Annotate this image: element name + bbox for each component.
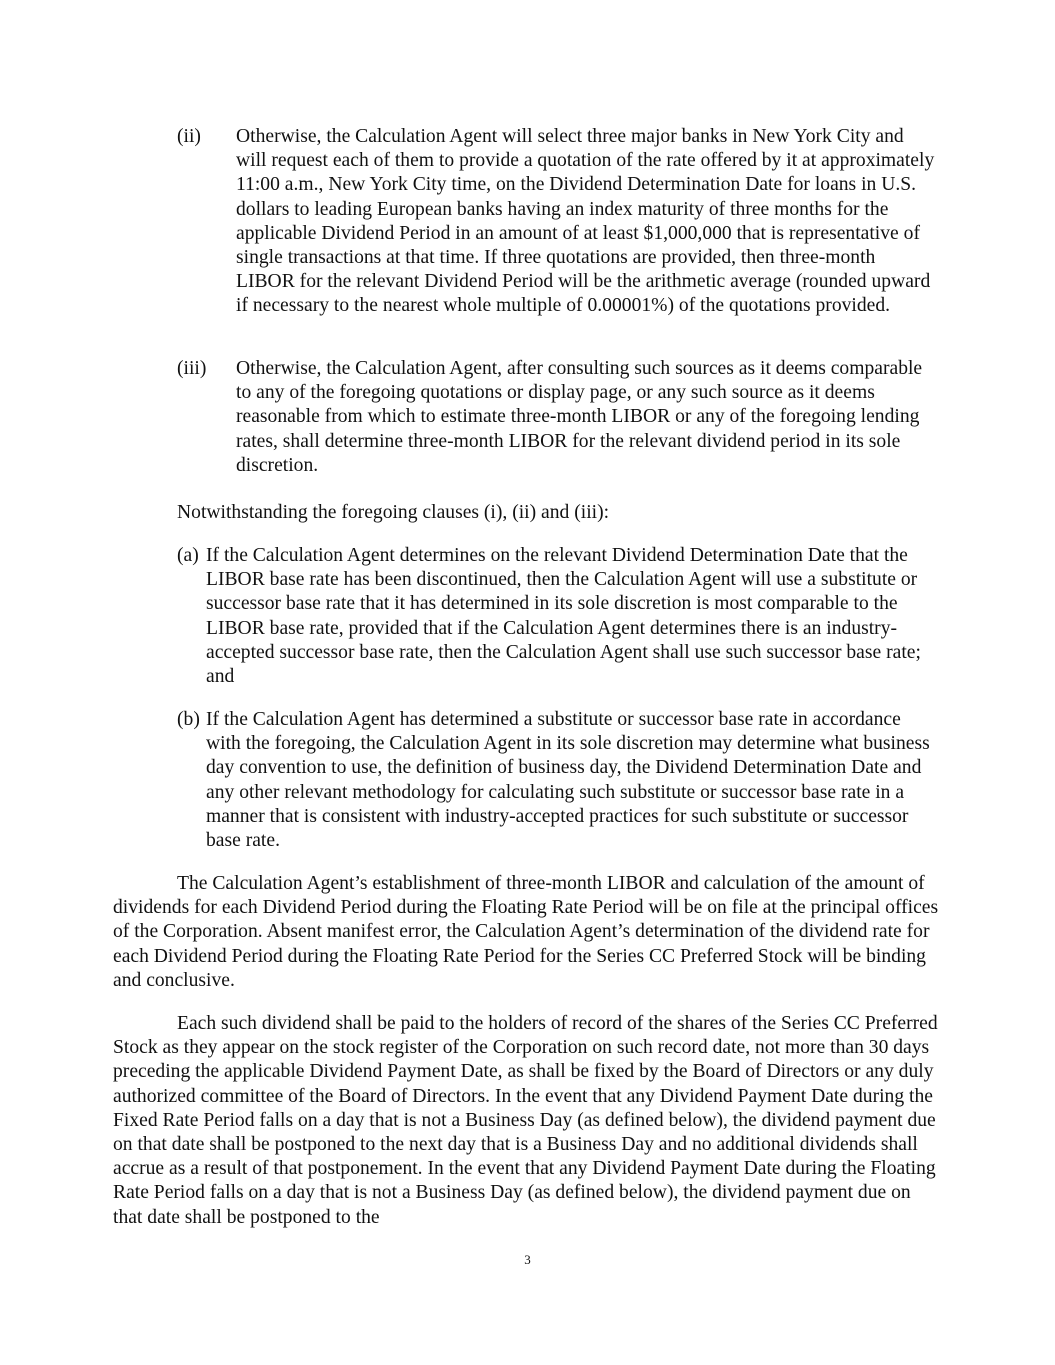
notwithstanding-line: Notwithstanding the foregoing clauses (i), (ii) and (iii):: [177, 502, 610, 523]
paragraph-calculation-agent-establishment: The Calculation Agent’s establishment of three-month LIBOR and calculation of the amount of dividends for each Dividend Period during the Floating Rate Period will be on file at the principal offices of the Corporation. Absent manifest error, the Calculation Agent’s determination of the dividend rate for each Dividend Period during the Floating Rate Period for the Series CC Preferred Stock will be binding and conclusive.: [113, 873, 939, 991]
clause-iii-marker: (iii): [177, 358, 207, 379]
paragraph-dividend-payment: Each such dividend shall be paid to the holders of record of the shares of the Series CC Preferred Stock as they appear on the stock register of the Corporation on such record date, not more than 30 days preceding the applicable Dividend Payment Date, as shall be fixed by the Board of Directors or any duly authorized committee of the Board of Directors. In the event that any Dividend Payment Date during the Fixed Rate Period falls on a day that is not a Business Day (as defined below), the dividend payment due on that date shall be postponed to the next day that is a Business Day and no additional dividends shall accrue as a result of that postponement. In the event that any Dividend Payment Date during the Floating Rate Period falls on a day that is not a Business Day (as defined below), the dividend payment due on that date shall be postponed to the: [113, 1013, 938, 1228]
proviso-b-marker: (b): [177, 709, 200, 730]
clause-ii-text: Otherwise, the Calculation Agent will select three major banks in New York City and will request each of them to provide a quotation of the rate offered by it at approximately 11:00 a.m., New York City time, on the Dividend Determination Date for loans in U.S. dollars to leading European banks having an index maturity of three months for the applicable Dividend Period in an amount of at least $1,000,000 that is representative of single transactions at that time. If three quotations are provided, then three-month LIBOR for the relevant Dividend Period will be the arithmetic average (rounded upward if necessary to the nearest whole multiple of 0.00001%) of the quotations provided.: [236, 126, 935, 317]
proviso-b: [177, 708, 937, 853]
clause-ii-marker: (ii): [177, 126, 201, 147]
proviso-b-text: If the Calculation Agent has determined a substitute or successor base rate in accordance with the foregoing, the Calculation Agent in its sole discretion may determine what business day convention to use, the definition of business day, the Dividend Determination Date and any other relevant methodology for calculating such substitute or successor base rate in a manner that is consistent with industry-accepted practices for such substitute or successor base rate.: [206, 709, 930, 852]
proviso-a-text: If the Calculation Agent determines on the relevant Dividend Determination Date that the LIBOR base rate has been discontinued, then the Calculation Agent will use a substitute or successor base rate that it has determined in its sole discretion is most comparable to the LIBOR base rate, provided that if the Calculation Agent determines there is an industry-accepted successor base rate, then the Calculation Agent shall use such successor base rate; and: [206, 545, 921, 688]
proviso-a-marker: (a): [177, 545, 199, 566]
clause-iii: [177, 357, 937, 478]
clause-iii-text: Otherwise, the Calculation Agent, after consulting such sources as it deems comparable to any of the foregoing quotations or display page, or any such source as it deems reasonable from which to estimate three-month LIBOR or any of the foregoing lending rates, shall determine three-month LIBOR for the relevant dividend period in its sole discretion.: [236, 358, 923, 476]
page-number: 3: [524, 1252, 531, 1267]
clause-ii: [177, 125, 937, 319]
proviso-a: [177, 544, 937, 689]
